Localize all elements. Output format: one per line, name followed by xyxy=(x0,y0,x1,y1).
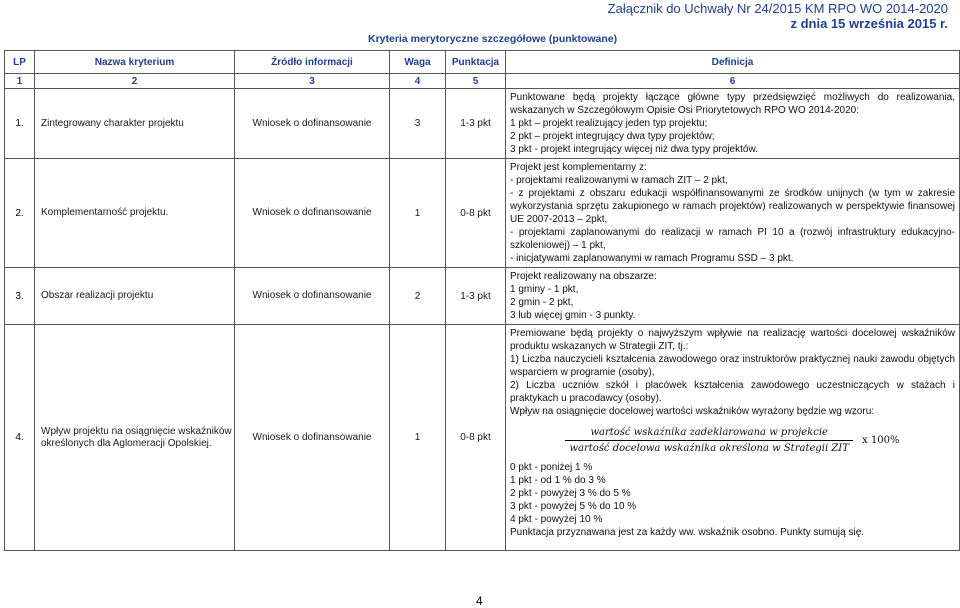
definition-line: 3 pkt - projekt integrujący więcej niż dwa typy projektów. xyxy=(510,144,758,155)
row-weight: 3 xyxy=(390,89,446,159)
row-definition xyxy=(506,268,960,325)
definition-line: Punktacja przyznawana jest za każdy ww. wskaźnik osobno. Punkty sumują się. xyxy=(510,527,865,538)
table-row xyxy=(5,89,960,159)
definition-line: 1 pkt - od 1 % do 3 % xyxy=(510,475,606,486)
table-row xyxy=(5,268,960,325)
formula-multiplier: x 100% xyxy=(862,435,900,446)
definition-line: - projektami realizowanymi w ramach ZIT – 2 pkt, xyxy=(510,175,728,186)
definition-line: 2 pkt – projekt integrujący dwa typy projektów; xyxy=(510,131,715,142)
definition-line: Projekt jest komplementarny z: xyxy=(510,162,647,173)
row-criterion-name: Komplementarność projektu. xyxy=(35,159,235,268)
col-number: 5 xyxy=(446,74,506,89)
formula-numerator: wartość wskaźnika zadeklarowana w projekcie xyxy=(565,426,852,441)
definition-line: 0 pkt - poniżej 1 % xyxy=(510,462,593,473)
definition-line: Wpływ na osiągnięcie docelowej wartości wskaźników wyrażony będzie wg wzoru: xyxy=(510,406,875,417)
definition-line: Punktowane będą projekty łączące główne typy przedsięwzięć możliwych do realizowania, wskazanych w Szczegółowym Opisie Osi Priorytetowych RPO WO 2014-2020: xyxy=(510,92,955,116)
formula-denominator: wartość docelowa wskaźnika określona w Strategii ZIT xyxy=(569,443,849,454)
formula-fraction xyxy=(565,426,852,455)
definition-line: 4 pkt - powyżej 10 % xyxy=(510,514,603,525)
definition-line: Premiowane będą projekty o najwyższym wpływie na realizację wartości docelowej wskaźników produktu wskazanych w Strategii ZIT, tj.: xyxy=(510,328,955,352)
row-lp: 4. xyxy=(5,325,35,551)
definition-line: Projekt realizowany na obszarze: xyxy=(510,271,657,282)
table-row xyxy=(5,159,960,268)
row-weight: 1 xyxy=(390,325,446,551)
col-header-lp: LP xyxy=(5,51,35,74)
definition-line: - inicjatywami zaplanowanymi w ramach Programu SSD – 3 pkt. xyxy=(510,253,794,264)
criteria-table xyxy=(4,50,960,551)
definition-line: 2 gmin - 2 pkt, xyxy=(510,297,574,308)
row-weight: 1 xyxy=(390,159,446,268)
table-title: Kryteria merytoryczne szczegółowe (punktowane) xyxy=(368,33,618,45)
row-definition xyxy=(506,159,960,268)
row-lp: 1. xyxy=(5,89,35,159)
row-points: 1-3 pkt xyxy=(446,268,506,325)
col-number: 6 xyxy=(506,74,960,89)
col-number: 2 xyxy=(35,74,235,89)
table-row xyxy=(5,325,960,551)
row-points: 1-3 pkt xyxy=(446,89,506,159)
row-weight: 2 xyxy=(390,268,446,325)
col-header-definition: Definicja xyxy=(506,51,960,74)
row-definition xyxy=(506,325,960,551)
definition-line: - z projektami z obszaru edukacji współfinansowanymi ze środków unijnych (w tym w zakresie wykorzystania sprzętu zakupionego w ramach projektów) realizowanych w perspektywie finansowej UE 2007-2013 – 2pkt, xyxy=(510,188,955,225)
definition-line: 3 pkt - powyżej 5 % do 10 % xyxy=(510,501,637,512)
row-source: Wniosek o dofinansowanie xyxy=(235,159,390,268)
row-points: 0-8 pkt xyxy=(446,325,506,551)
attachment-title: Załącznik do Uchwały Nr 24/2015 KM RPO WO 2014-2020 xyxy=(607,1,948,16)
row-lp: 3. xyxy=(5,268,35,325)
column-number-row xyxy=(5,74,960,89)
row-definition xyxy=(506,89,960,159)
row-source: Wniosek o dofinansowanie xyxy=(235,268,390,325)
definition-line: - projektami zaplanowanymi do realizacji w ramach PI 10 a (rozwój infrastruktury edukacyjno- szkoleniowej) – 1 pkt, xyxy=(510,227,955,251)
document-header xyxy=(608,1,948,31)
definition-line: 1) Liczba nauczycieli kształcenia zawodowego oraz instruktorów praktycznej nauki zawodu objętych wsparciem w programie (osoby), xyxy=(510,354,955,378)
attachment-date: z dnia 15 września 2015 r. xyxy=(790,16,948,31)
col-number: 3 xyxy=(235,74,390,89)
col-header-points: Punktacja xyxy=(446,51,506,74)
col-header-weight: Waga xyxy=(390,51,446,74)
page-number: 4 xyxy=(476,594,483,608)
definition-line: 1 gminy - 1 pkt, xyxy=(510,284,579,295)
definition-line: 3 lub więcej gmin - 3 punkty. xyxy=(510,310,636,321)
col-header-source: Źródło informacji xyxy=(235,51,390,74)
row-lp: 2. xyxy=(5,159,35,268)
row-source: Wniosek o dofinansowanie xyxy=(235,89,390,159)
table-header-row xyxy=(5,51,960,74)
row-criterion-name: Zintegrowany charakter projektu xyxy=(35,89,235,159)
row-criterion-name: Obszar realizacji projektu xyxy=(35,268,235,325)
col-number: 1 xyxy=(5,74,35,89)
row-source: Wniosek o dofinansowanie xyxy=(235,325,390,551)
definition-line: 2) Liczba uczniów szkół i placówek kształcenia zawodowego uczestniczących w stażach i praktykach u pracodawcy (osoby). xyxy=(510,380,955,404)
definition-line: 2 pkt - powyżej 3 % do 5 % xyxy=(510,488,631,499)
row-criterion-name: Wpływ projektu na osiągnięcie wskaźników określonych dla Aglomeracji Opolskiej. xyxy=(35,325,235,551)
definition-line: 1 pkt – projekt realizujący jeden typ projektu; xyxy=(510,118,708,129)
row-points: 0-8 pkt xyxy=(446,159,506,268)
col-number: 4 xyxy=(390,74,446,89)
formula xyxy=(510,426,955,455)
col-header-name: Nazwa kryterium xyxy=(35,51,235,74)
